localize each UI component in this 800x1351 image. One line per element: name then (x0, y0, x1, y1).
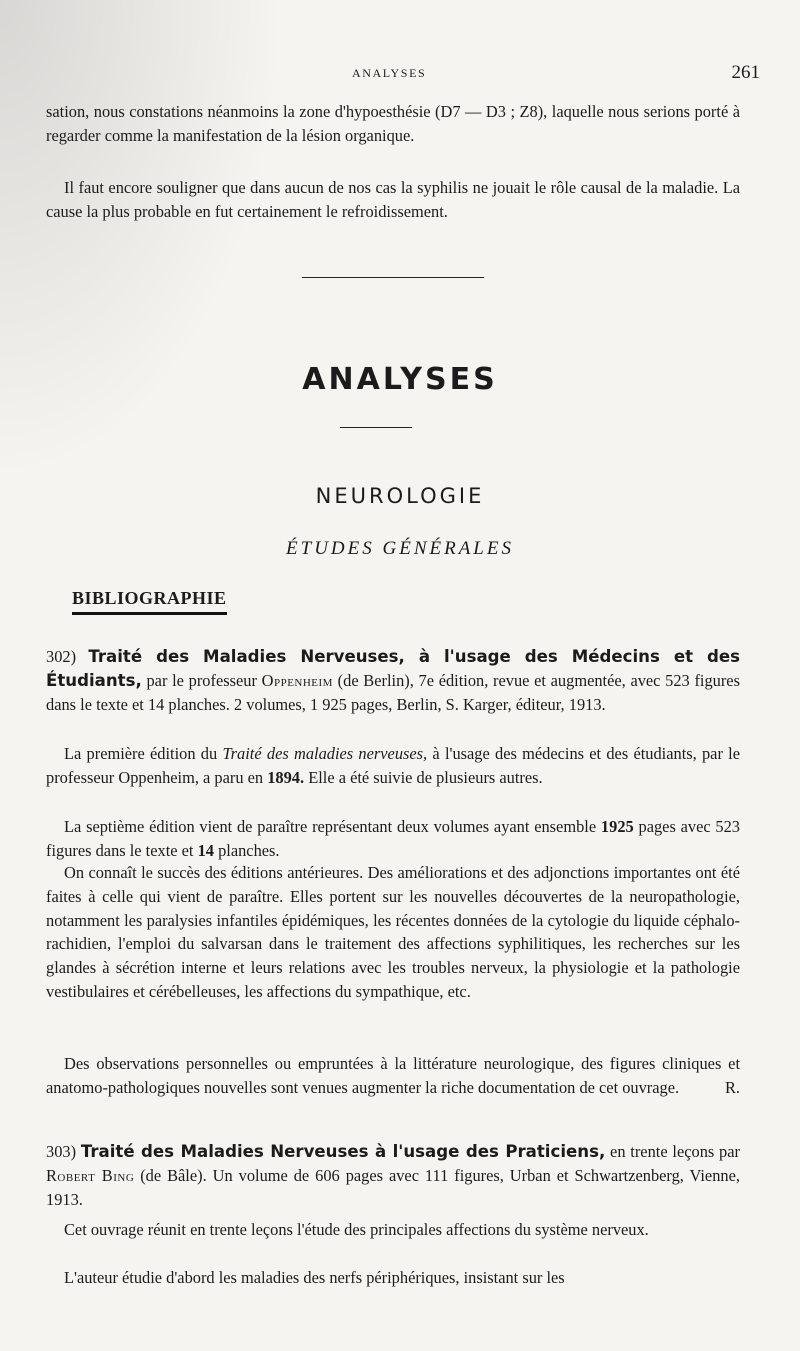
entry-302-citation-post: (de Berlin), 7e édition, revue et augmentée, avec 523 figures dans le texte et 14 planches. 2 volumes, 1 925 pages, Berlin, S. Karger, éditeur, 1913. (46, 670, 740, 714)
entry-302-paragraph-4 (46, 1052, 740, 1100)
entry-302-p1-italic-title: Traité des maladies nerveuses, (222, 744, 428, 763)
entry-302-citation-pre: par le professeur (146, 670, 257, 690)
entry-302-number: 302) (46, 647, 77, 666)
entry-303-paragraph-1: Cet ouvrage réunit en trente leçons l'étude des principales affections du système nerveux. (64, 1220, 649, 1239)
section-title: ANALYSES (302, 362, 498, 397)
entry-302-title: Traité des Maladies Nerveuses, à l'usage des Médecins et des Étudiants, (46, 647, 740, 690)
entry-302-paragraph-3: On connaît le succès des éditions antérieures. Des améliorations et des adjonctions importantes ont été faites à celle qui vient de paraître. Elles portent sur les nouvelles découvertes de la neuropathologie, notamment les paralysies infantiles épidémiques, les récentes données de la cytologie du liquide céphalo-rachidien, l'emploi du salvarsan dans le traitement des affections syphilitiques, les recherches sur les glandes à sécrétion interne et leurs relations avec les troubles nerveux, la physiologie et la pathologie vestibulaires et cérébelleuses, les affections du sympathique, etc. (46, 863, 740, 1001)
entry-302-paragraph-1 (46, 742, 740, 790)
entry-302-p2-pre: La septième édition vient de paraître représentant deux volumes ayant ensemble (64, 817, 597, 836)
entry-302-p1-year: 1894. (267, 767, 305, 787)
subsubsection-title: ÉTUDES GÉNÉRALES (286, 538, 514, 559)
entry-302-p1-post: Elle a été suivie de plusieurs autres. (308, 767, 543, 787)
entry-303-citation (46, 1140, 740, 1211)
running-header (0, 62, 800, 86)
entry-303-paragraph-2: L'auteur étudie d'abord les maladies des nerfs périphériques, insistant sur les (64, 1268, 565, 1287)
title-underline-rule (340, 427, 412, 428)
running-title: ANALYSES (352, 66, 427, 80)
bibliography-heading: BIBLIOGRAPHIE (72, 588, 227, 615)
entry-302-paragraph-2 (46, 815, 740, 863)
entry-302-p1-mid: à l'usage des médecins et des étudiants, par le professeur Oppenheim, a paru en (46, 744, 741, 787)
entry-302-p4-text: Des observations personnelles ou empruntées à la littérature neurologique, des figures cliniques et anatomo-pathologiques nouvelles sont venues augmenter la riche documentation de cet ouvrage. (46, 1054, 740, 1097)
entry-302-p2-mid: pages avec 523 figures dans le texte et (46, 817, 741, 860)
intro-paragraph-2: Il faut encore souligner que dans aucun de nos cas la syphilis ne jouait le rôle causal de la maladie. La cause la plus probable en fut certainement le refroidissement. (46, 178, 740, 221)
entry-303-citation-post: (de Bâle). Un volume de 606 pages avec 111 figures, Urban et Schwartzenberg, Vienne, 1913. (46, 1165, 740, 1209)
page-number: 261 (731, 62, 760, 83)
entry-303-citation-pre: en trente leçons par (610, 1142, 740, 1161)
entry-302-author: Oppenheim (261, 670, 333, 690)
entry-302-p2-post: planches. (218, 840, 280, 860)
entry-303-author: Robert Bing (46, 1165, 135, 1185)
entry-302-p1-pre: La première édition du (64, 744, 218, 763)
section-separator-rule (302, 277, 484, 278)
entry-302-citation (46, 645, 740, 716)
entry-303-title: Traité des Maladies Nerveuses à l'usage des Praticiens, (80, 1142, 606, 1161)
intro-paragraph-1: sation, nous constations néanmoins la zone d'hypoesthésie (D7 — D3 ; Z8), laquelle nous serions porté à regarder comme la manifestation de la lésion organique. (46, 102, 740, 145)
entry-302-signature: R. (724, 1077, 740, 1097)
subsection-title: NEUROLOGIE (315, 484, 485, 508)
entry-303-number: 303) (46, 1142, 77, 1161)
entry-302-p2-plates: 14 (197, 840, 214, 860)
entry-302-p2-pages: 1925 (600, 817, 634, 836)
